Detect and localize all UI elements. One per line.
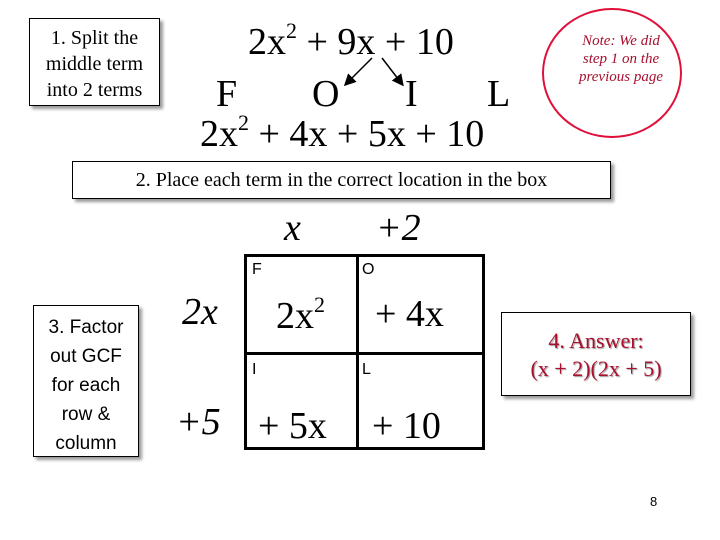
cell-outer: + 4x [375, 293, 444, 335]
step3-box [33, 305, 139, 457]
foil-label-i: I [405, 73, 418, 115]
cell-label-i: I [252, 361, 257, 378]
column-header-x: x [284, 207, 301, 249]
row-header-plus5: +5 [176, 401, 221, 443]
step3-line: column [55, 433, 117, 454]
eq-top-rest: + 9x + 10 [297, 21, 454, 63]
equation-bottom [200, 110, 484, 156]
step1-line: into 2 terms [46, 79, 143, 101]
foil-label-l: L [487, 73, 511, 115]
note-text [556, 32, 686, 86]
answer-value: (x + 2)(2x + 5) [530, 356, 662, 381]
cell-first [276, 292, 325, 338]
column-header-plus2: +2 [376, 207, 421, 249]
page-number: 8 [650, 494, 658, 509]
eq-top-exp: 2 [286, 18, 297, 43]
step3-line: for each [51, 375, 121, 396]
cell-inner: + 5x [258, 405, 327, 447]
eq-bottom-base: 2x [200, 113, 238, 155]
cell-label-l: L [362, 361, 371, 378]
note-line: Note: We did [582, 33, 660, 49]
answer-box [501, 312, 691, 396]
eq-bottom-exp: 2 [238, 110, 249, 135]
cell-label-o: O [362, 261, 375, 278]
step2-box: 2. Place each term in the correct location in the box [72, 161, 611, 199]
cell-label-f: F [252, 261, 262, 278]
eq-bottom-rest: + 4x + 5x + 10 [249, 113, 485, 155]
step3-line: out GCF [50, 346, 122, 367]
arrow-left [346, 58, 372, 84]
cell-first-exp: 2 [314, 292, 325, 317]
step3-line: row & [61, 404, 111, 425]
cell-last: + 10 [372, 405, 441, 447]
grid-horizontal-divider [244, 352, 485, 355]
answer-heading: 4. Answer: [548, 328, 644, 353]
eq-top-base: 2x [248, 21, 286, 63]
note-line: previous page [578, 69, 663, 85]
foil-label-o: O [312, 73, 340, 115]
step1-line: middle term [45, 53, 144, 75]
note-line: step 1 on the [582, 51, 660, 67]
row-header-2x: 2x [182, 291, 218, 333]
step3-line: 3. Factor [48, 317, 124, 338]
step1-line: 1. Split the [50, 27, 139, 49]
arrow-right [382, 58, 402, 84]
cell-first-base: 2x [276, 295, 314, 337]
foil-label-f: F [216, 73, 238, 115]
